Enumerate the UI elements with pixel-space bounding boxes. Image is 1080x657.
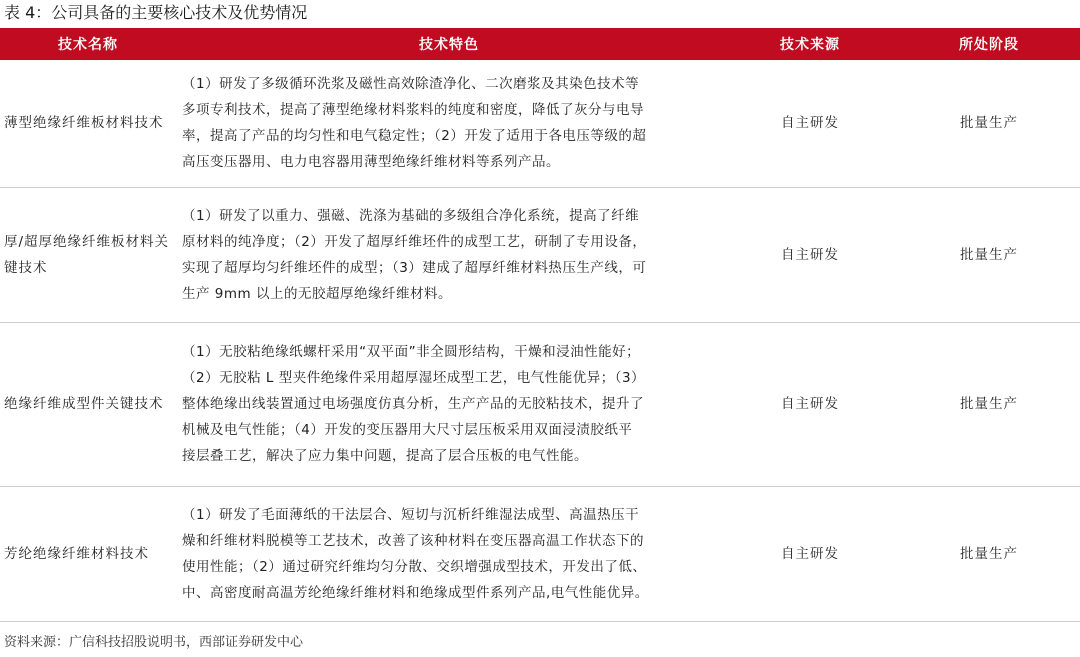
table-caption: 表 4：公司具备的主要核心技术及优势情况: [4, 3, 308, 22]
table-header-row: [0, 28, 1080, 60]
feature-line: （1）研发了多级循环洗浆及磁性高效除渣净化、二次磨浆及其染色技术等: [182, 76, 640, 93]
header-stage: 所处阶段: [898, 28, 1080, 60]
header-tech-source: 技术来源: [722, 28, 898, 60]
feature-line: 中、高密度耐高温芳纶绝缘纤维材料和绝缘成型件系列产品,电气性能优异。: [182, 584, 649, 601]
tech-feature-cell: [176, 486, 722, 621]
feature-line: 率，提高了产品的均匀性和电气稳定性；（2）开发了适用于各电压等级的超: [182, 128, 647, 145]
tech-source-cell: 自主研发: [722, 187, 898, 322]
table-row: [0, 322, 1080, 486]
feature-line: 多项专利技术，提高了薄型绝缘材料浆料的纯度和密度，降低了灰分与电导: [182, 102, 644, 119]
table-row: [0, 187, 1080, 322]
feature-line: 生产 9mm 以上的无胶超厚绝缘纤维材料。: [182, 285, 452, 302]
feature-line: 高压变压器用、电力电容器用薄型绝缘纤维材料等系列产品。: [182, 154, 560, 171]
header-tech-feature: 技术特色: [176, 28, 722, 60]
feature-line: （2）无胶粘 L 型夹件绝缘件采用超厚湿坯成型工艺，电气性能优异；（3）: [182, 370, 646, 386]
header-tech-name: 技术名称: [0, 28, 176, 60]
tech-feature-cell: [176, 60, 722, 187]
stage-cell: 批量生产: [898, 322, 1080, 486]
source-note: 资料来源：广信科技招股说明书，西部证券研发中心: [4, 635, 304, 650]
table-row: [0, 60, 1080, 187]
feature-line: 接层叠工艺，解决了应力集中问题，提高了层合压板的电气性能。: [182, 448, 588, 464]
tech-name-cell: 薄型绝缘纤维板材料技术: [0, 60, 176, 187]
tech-name-cell: 绝缘纤维成型件关键技术: [0, 322, 176, 486]
feature-line: 实现了超厚均匀纤维坯件的成型；（3）建成了超厚纤维材料热压生产线，可: [182, 259, 647, 276]
tech-source-cell: 自主研发: [722, 60, 898, 187]
feature-line: 使用性能；（2）通过研究纤维均匀分散、交织增强成型技术，开发出了低、: [182, 558, 647, 575]
feature-line: （1）无胶粘绝缘纸螺杆采用“双平面”非全圆形结构，干燥和浸油性能好；: [182, 344, 641, 360]
feature-line: 机械及电气性能；（4）开发的变压器用大尺寸层压板采用双面浸渍胶纸平: [182, 422, 633, 438]
tech-feature-cell: [176, 187, 722, 322]
tech-name-cell: 厚/超厚绝缘纤维板材料关键技术: [0, 187, 176, 322]
feature-line: （1）研发了毛面薄纸的干法层合、短切与沉析纤维湿法成型、高温热压干: [182, 506, 640, 523]
tech-name-cell: 芳纶绝缘纤维材料技术: [0, 486, 176, 621]
tech-source-cell: 自主研发: [722, 486, 898, 621]
table-row: [0, 486, 1080, 621]
feature-line: 原材料的纯净度；（2）开发了超厚纤维坯件的成型工艺，研制了专用设备，: [182, 233, 647, 250]
feature-line: 整体绝缘出线装置通过电场强度仿真分析，生产产品的无胶粘技术，提升了: [182, 396, 644, 412]
core-technology-table: [0, 28, 1080, 622]
stage-cell: 批量生产: [898, 486, 1080, 621]
tech-feature-cell: [176, 322, 722, 486]
tech-source-cell: 自主研发: [722, 322, 898, 486]
feature-line: （1）研发了以重力、强磁、洗涤为基础的多级组合净化系统，提高了纤维: [182, 207, 640, 224]
feature-line: 燥和纤维材料脱模等工艺技术，改善了该种材料在变压器高温工作状态下的: [182, 532, 644, 549]
stage-cell: 批量生产: [898, 187, 1080, 322]
stage-cell: 批量生产: [898, 60, 1080, 187]
